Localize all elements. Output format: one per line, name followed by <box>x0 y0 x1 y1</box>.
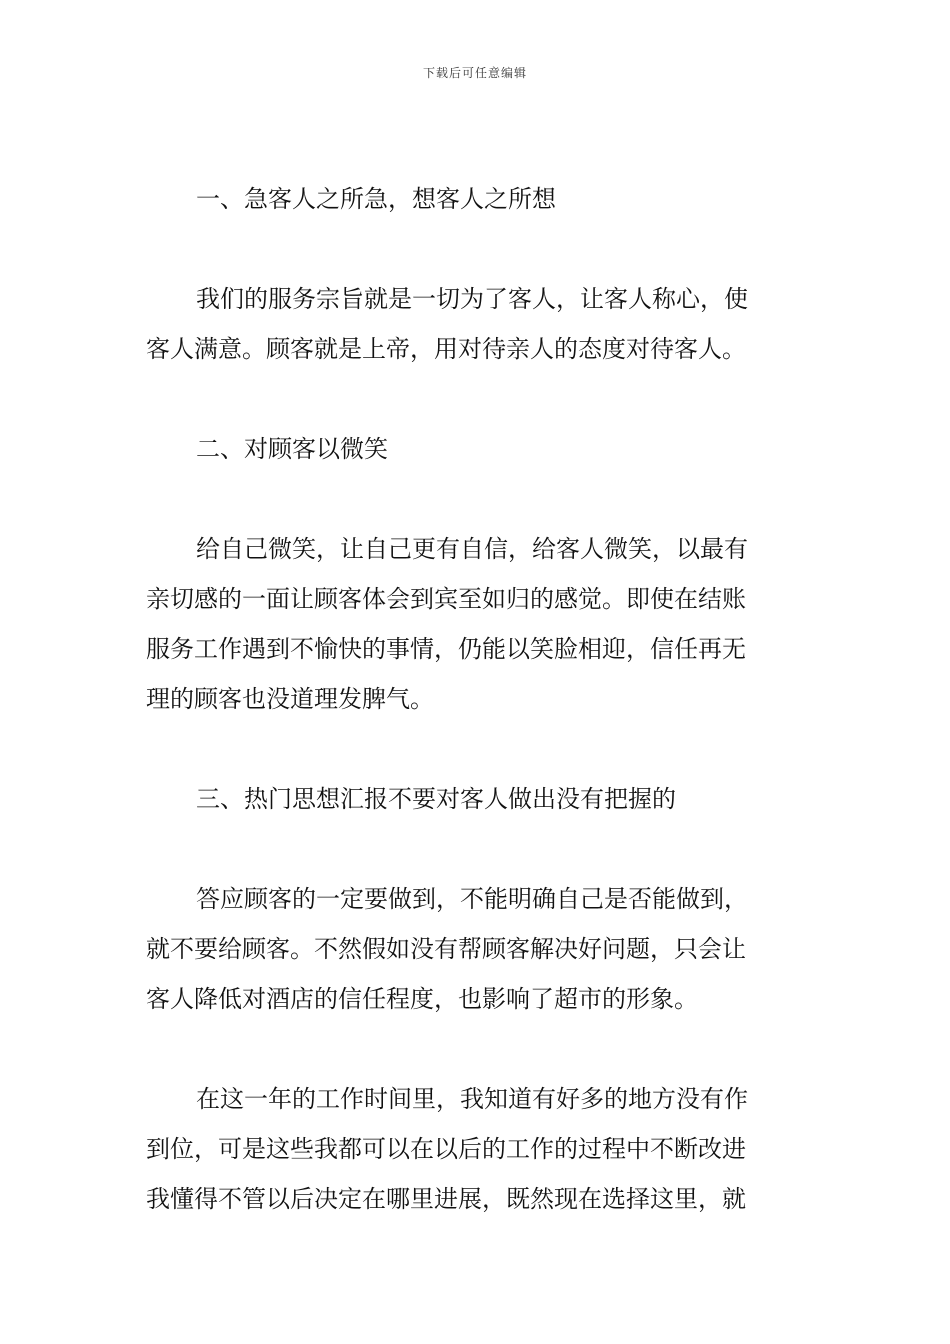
paragraph-line: 我们的服务宗旨就是一切为了客人，让客人称心，使 <box>196 285 748 313</box>
paragraph-line: 亲切感的一面让顾客体会到宾至如归的感觉。即使在结账 <box>146 585 746 613</box>
section-paragraph-3 <box>146 874 806 1024</box>
paragraph-line: 就不要给顾客。不然假如没有帮顾客解决好问题，只会让 <box>146 935 746 963</box>
paragraph-line: 理的顾客也没道理发脾气。 <box>146 685 434 713</box>
document-body <box>146 174 806 1274</box>
section-heading-1: 一、急客人之所急，想客人之所想 <box>196 185 556 213</box>
closing-paragraph <box>146 1074 806 1224</box>
section-heading-2: 二、对顾客以微笑 <box>196 435 388 463</box>
paragraph-line: 服务工作遇到不愉快的事情，仍能以笑脸相迎，信任再无 <box>146 635 746 663</box>
section-paragraph-2 <box>146 524 806 724</box>
paragraph-line: 客人降低对酒店的信任程度，也影响了超市的形象。 <box>146 985 698 1013</box>
section-heading-3: 三、热门思想汇报不要对客人做出没有把握的 <box>196 785 676 813</box>
paragraph-line: 答应顾客的一定要做到，不能明确自己是否能做到， <box>196 885 748 913</box>
paragraph-line: 客人满意。顾客就是上帝，用对待亲人的态度对待客人。 <box>146 335 746 363</box>
paragraph-line: 到位，可是这些我都可以在以后的工作的过程中不断改进 <box>146 1135 746 1163</box>
paragraph-line: 在这一年的工作时间里，我知道有好多的地方没有作 <box>196 1085 748 1113</box>
section-paragraph-1 <box>146 274 806 374</box>
paragraph-line: 我懂得不管以后决定在哪里进展，既然现在选择这里，就 <box>146 1185 746 1213</box>
page-header: 下载后可任意编辑 <box>422 66 527 80</box>
paragraph-line: 给自己微笑，让自己更有自信，给客人微笑，以最有 <box>196 535 748 563</box>
